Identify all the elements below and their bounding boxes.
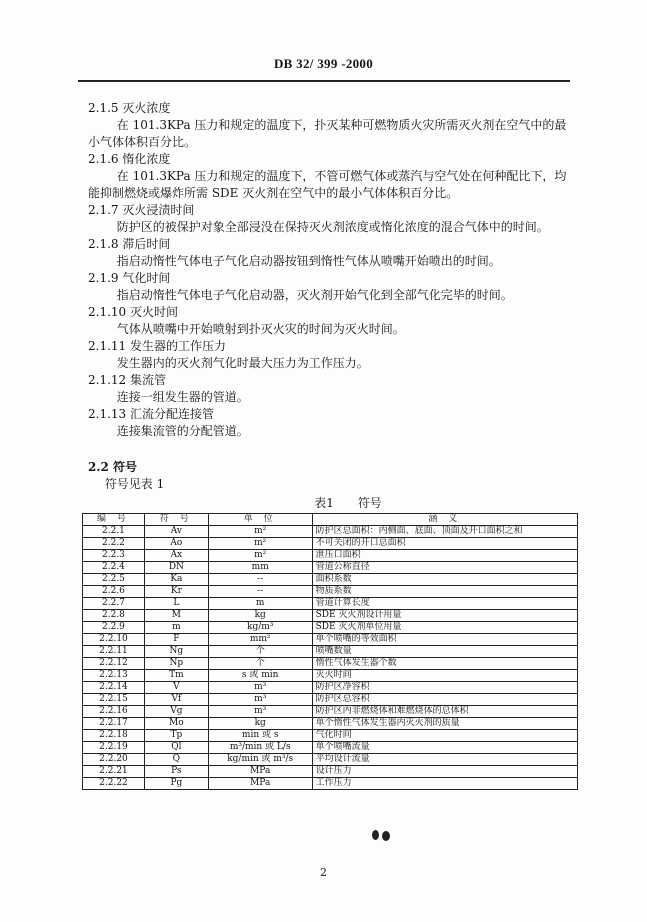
document-code-header: DB 32/ 399 -2000 xyxy=(273,56,374,71)
cell-symbol: m xyxy=(144,622,208,634)
definition-body: 防护区的被保护对象全部浸没在保持灭火剂浓度或惰化浓度的混合气体中的时间。 xyxy=(116,220,549,234)
cell-unit: m xyxy=(208,598,312,610)
column-header-number: 编 号 xyxy=(83,514,145,526)
column-header-meaning: 涵 义 xyxy=(312,514,577,526)
cell-meaning: 防护区总面积：内侧面、底面、顶面及开口面积之和 xyxy=(312,526,577,538)
cell-unit: kg/m³ xyxy=(208,622,312,634)
cell-symbol: Q xyxy=(144,754,208,766)
cell-unit: kg xyxy=(208,718,312,730)
table-row xyxy=(83,646,578,658)
cell-unit: MPa xyxy=(208,778,312,790)
cell-symbol: Mo xyxy=(144,718,208,730)
cell-unit: m³ xyxy=(208,682,312,694)
definition-body: 指启动惰性气体电子气化启动器，灭火剂开始气化到全部气化完毕的时间。 xyxy=(116,288,513,302)
table-row xyxy=(83,574,578,586)
definition-title: 2.1.7 灭火浸渍时间 xyxy=(88,203,195,217)
table-row xyxy=(83,754,578,766)
spacer xyxy=(88,440,578,459)
definition-title: 2.1.6 惰化浓度 xyxy=(88,152,171,166)
cell-number: 2.2.9 xyxy=(83,622,145,634)
cell-number: 2.2.16 xyxy=(83,706,145,718)
cell-number: 2.2.11 xyxy=(83,646,145,658)
cell-number: 2.2.19 xyxy=(83,742,145,754)
definition-body: 连接一组发生器的管道。 xyxy=(116,390,249,404)
cell-symbol: Tm xyxy=(144,670,208,682)
definition-section xyxy=(88,372,578,406)
cell-meaning: 单个惰性气体发生器内灭火剂的质量 xyxy=(312,718,577,730)
table-row xyxy=(83,742,578,754)
cell-unit: mm xyxy=(208,562,312,574)
table-caption xyxy=(88,495,578,512)
column-header-symbol: 符 号 xyxy=(144,514,208,526)
cell-number: 2.2.17 xyxy=(83,718,145,730)
table-title: 符号 xyxy=(357,496,382,510)
header-rule xyxy=(78,80,570,82)
cell-meaning: SDE 灭火剂单位用量 xyxy=(312,622,577,634)
table-row xyxy=(83,766,578,778)
definition-sections xyxy=(88,100,578,440)
cell-unit: min 或 s xyxy=(208,730,312,742)
table-row xyxy=(83,526,578,538)
cell-number: 2.2.7 xyxy=(83,598,145,610)
cell-meaning: 单个喷嘴的等效面积 xyxy=(312,634,577,646)
cell-symbol: Ql xyxy=(144,742,208,754)
table-row xyxy=(83,658,578,670)
cell-number: 2.2.1 xyxy=(83,526,145,538)
definition-section xyxy=(88,338,578,372)
cell-number: 2.2.8 xyxy=(83,610,145,622)
definition-section xyxy=(88,304,578,338)
cell-symbol: Pg xyxy=(144,778,208,790)
cell-unit: -- xyxy=(208,574,312,586)
cell-number: 2.2.2 xyxy=(83,538,145,550)
table-row xyxy=(83,694,578,706)
definition-title: 2.1.13 汇流分配连接管 xyxy=(88,407,214,421)
symbols-table xyxy=(82,513,578,790)
cell-meaning: 平均设计流量 xyxy=(312,754,577,766)
cell-symbol: Np xyxy=(144,658,208,670)
cell-symbol: Vf xyxy=(144,694,208,706)
column-header-unit: 单 位 xyxy=(208,514,312,526)
cell-unit: 个 xyxy=(208,658,312,670)
cell-unit: m² xyxy=(208,538,312,550)
table-row xyxy=(83,730,578,742)
cell-symbol: Ps xyxy=(144,766,208,778)
cell-unit: kg/min 或 m³/s xyxy=(208,754,312,766)
cell-number: 2.2.20 xyxy=(83,754,145,766)
table-row xyxy=(83,562,578,574)
table-body xyxy=(83,526,578,790)
definition-title: 2.1.12 集流管 xyxy=(88,373,166,387)
definition-title: 2.1.5 灭火浓度 xyxy=(88,101,171,115)
cell-symbol: Ka xyxy=(144,574,208,586)
table-row xyxy=(83,718,578,730)
table-row xyxy=(83,598,578,610)
definition-body: 在 101.3KPa 压力和规定的温度下，扑灭某种可燃物质火灾所需灭火剂在空气中的最小气体体积百分比。 xyxy=(88,118,567,149)
definition-body: 气体从喷嘴中开始喷射到扑灭火灾的时间为灭火时间。 xyxy=(116,322,405,336)
definition-title: 2.1.9 气化时间 xyxy=(88,271,171,285)
cell-unit: m² xyxy=(208,526,312,538)
ink-blot xyxy=(372,830,379,840)
definition-title: 2.1.10 灭火时间 xyxy=(88,305,178,319)
table-number: 表1 xyxy=(314,496,334,510)
cell-meaning: 泄压口面积 xyxy=(312,550,577,562)
cell-number: 2.2.5 xyxy=(83,574,145,586)
cell-unit: s 或 min xyxy=(208,670,312,682)
cell-meaning: 气化时间 xyxy=(312,730,577,742)
cell-number: 2.2.4 xyxy=(83,562,145,574)
definition-section xyxy=(88,100,578,151)
definition-body: 指启动惰性气体电子气化启动器按钮到惰性气体从喷嘴开始喷出的时间。 xyxy=(116,254,501,268)
cell-number: 2.2.14 xyxy=(83,682,145,694)
definition-title: 2.1.8 滞后时间 xyxy=(88,237,171,251)
table-row xyxy=(83,610,578,622)
cell-symbol: Vg xyxy=(144,706,208,718)
definition-section xyxy=(88,151,578,202)
table-row xyxy=(83,778,578,790)
document-body xyxy=(88,100,578,790)
table-row xyxy=(83,670,578,682)
cell-symbol: Ax xyxy=(144,550,208,562)
page-number: 2 xyxy=(320,866,327,879)
cell-number: 2.2.22 xyxy=(83,778,145,790)
table-row xyxy=(83,550,578,562)
cell-meaning: 单个喷嘴流量 xyxy=(312,742,577,754)
cell-number: 2.2.13 xyxy=(83,670,145,682)
cell-meaning: 工作压力 xyxy=(312,778,577,790)
cell-symbol: Av xyxy=(144,526,208,538)
cell-symbol: Ng xyxy=(144,646,208,658)
cell-unit: m³ xyxy=(208,706,312,718)
cell-number: 2.2.21 xyxy=(83,766,145,778)
table-row xyxy=(83,538,578,550)
cell-meaning: 管道公称直径 xyxy=(312,562,577,574)
cell-unit: m³ xyxy=(208,694,312,706)
cell-meaning: SDE 灭火剂设计用量 xyxy=(312,610,577,622)
cell-symbol: M xyxy=(144,610,208,622)
symbols-intro: 符号见表 1 xyxy=(104,477,165,491)
cell-unit: 个 xyxy=(208,646,312,658)
cell-symbol: V xyxy=(144,682,208,694)
definition-body: 发生器内的灭火剂气化时最大压力为工作压力。 xyxy=(116,356,369,370)
cell-symbol: Ao xyxy=(144,538,208,550)
cell-meaning: 设计压力 xyxy=(312,766,577,778)
table-row xyxy=(83,622,578,634)
cell-meaning: 惰性气体发生器个数 xyxy=(312,658,577,670)
symbols-heading: 2.2 符号 xyxy=(88,460,138,474)
definition-section xyxy=(88,270,578,304)
cell-meaning: 面积系数 xyxy=(312,574,577,586)
table-row xyxy=(83,586,578,598)
cell-unit: m³/min 或 L/s xyxy=(208,742,312,754)
cell-meaning: 灭火时间 xyxy=(312,670,577,682)
definition-title: 2.1.11 发生器的工作压力 xyxy=(88,339,226,353)
cell-number: 2.2.18 xyxy=(83,730,145,742)
cell-number: 2.2.12 xyxy=(83,658,145,670)
table-header-row xyxy=(83,514,578,526)
cell-unit: MPa xyxy=(208,766,312,778)
cell-meaning: 防护区净容积 xyxy=(312,682,577,694)
cell-number: 2.2.15 xyxy=(83,694,145,706)
cell-unit: -- xyxy=(208,586,312,598)
cell-meaning: 不可关闭的开口总面积 xyxy=(312,538,577,550)
cell-meaning: 管道计算长度 xyxy=(312,598,577,610)
cell-number: 2.2.3 xyxy=(83,550,145,562)
cell-unit: m² xyxy=(208,550,312,562)
cell-meaning: 防护区总容积 xyxy=(312,694,577,706)
cell-symbol: Kr xyxy=(144,586,208,598)
table-row xyxy=(83,634,578,646)
definition-body: 在 101.3KPa 压力和规定的温度下，不管可燃气体或蒸汽与空气处在何种配比下，均能抑制燃烧或爆炸所需 SDE 灭火剂在空气中的最小气体体积百分比。 xyxy=(88,169,567,200)
ink-blot xyxy=(382,831,390,841)
definition-section xyxy=(88,236,578,270)
cell-meaning: 物质系数 xyxy=(312,586,577,598)
cell-symbol: Tp xyxy=(144,730,208,742)
cell-unit: kg xyxy=(208,610,312,622)
cell-meaning: 防护区内非燃烧体和难燃烧体的总体积 xyxy=(312,706,577,718)
table-row xyxy=(83,682,578,694)
cell-symbol: F xyxy=(144,634,208,646)
cell-number: 2.2.10 xyxy=(83,634,145,646)
cell-symbol: L xyxy=(144,598,208,610)
cell-unit: mm² xyxy=(208,634,312,646)
table-row xyxy=(83,706,578,718)
cell-number: 2.2.6 xyxy=(83,586,145,598)
cell-meaning: 喷嘴数量 xyxy=(312,646,577,658)
cell-symbol: DN xyxy=(144,562,208,574)
definition-section xyxy=(88,406,578,440)
definition-section xyxy=(88,202,578,236)
definition-body: 连接集流管的分配管道。 xyxy=(116,424,249,438)
